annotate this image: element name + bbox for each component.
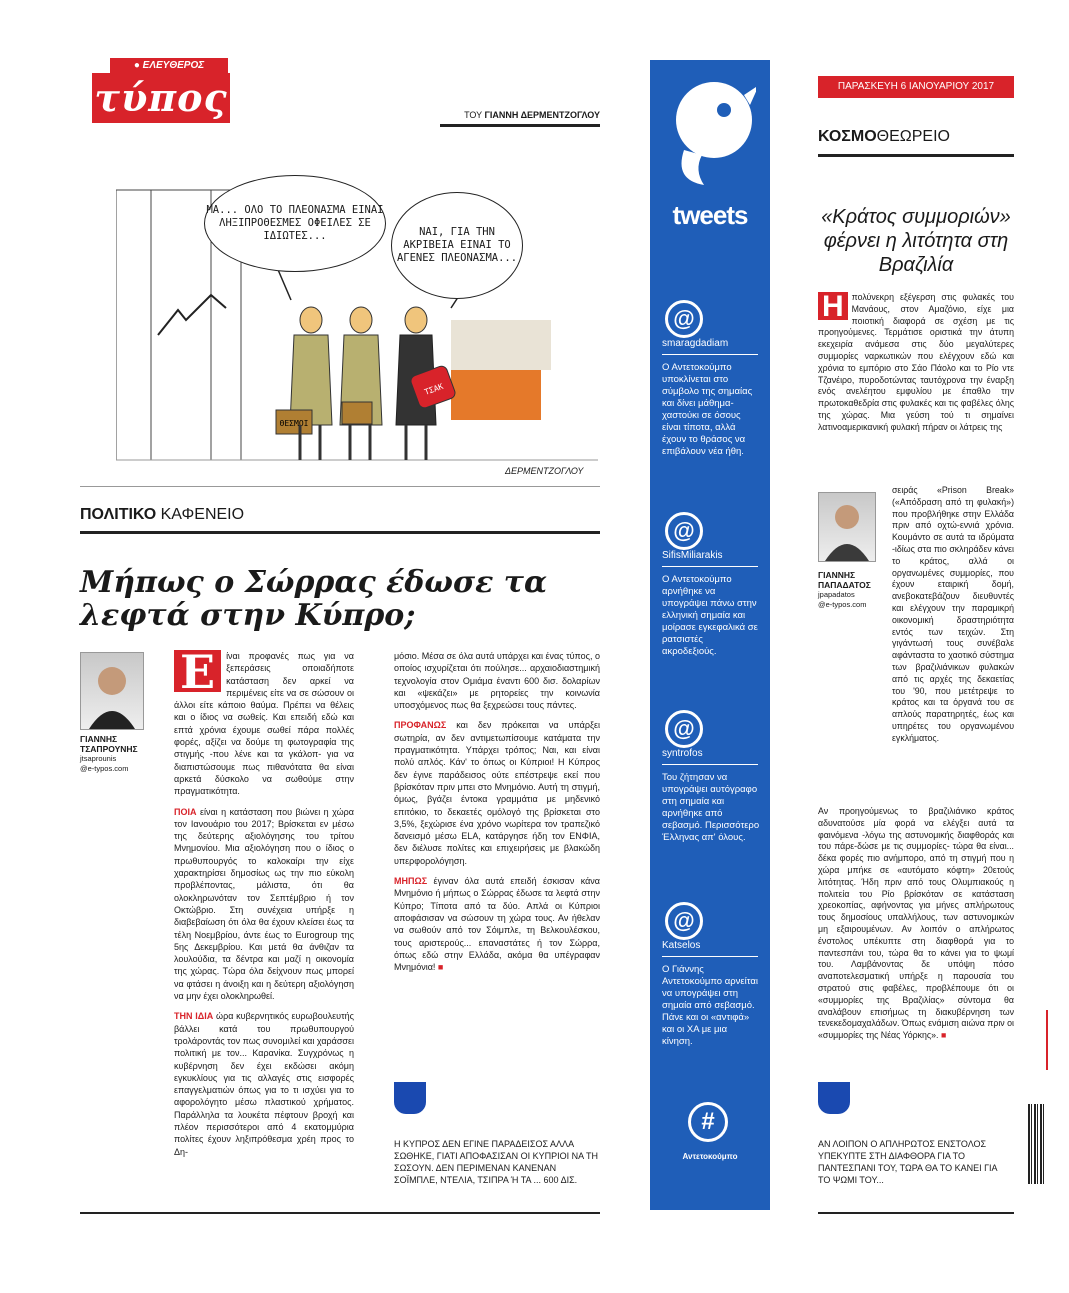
section-title-right xyxy=(818,128,950,146)
section-title-right-light: ΘΕΩΡΕΙΟ xyxy=(876,128,950,145)
byline-prefix: ΤΟΥ xyxy=(464,110,482,120)
bird-icon xyxy=(664,70,756,190)
at-icon: @ xyxy=(665,512,703,550)
author-right-email[interactable]: @e-typos.com xyxy=(818,600,867,609)
author-right-name-2: ΠΑΠΑΔΑΤΟΣ xyxy=(818,580,871,590)
bottom-rule xyxy=(80,1212,600,1214)
paragraph-right-1a: πολύνεκρη εξέγερση στις φυλακές του Μανάους, στον Αμαζόνιο, είχε μια ποιοτική διαφορά σε σχέση με τις προηγούμενες. Τερμάτισε οριστικά την άτυπη εκεχειρία ανάμεσα στις δύο μεγαλύτερες συμμορίες ναρκωτικών που ελέγχουν εδώ και χρόνια το εμπόριο στο Σάο Πάολο και το Ρίο ντε Τζανέιρο, πυροδοτώντας ταυτόχρονα την έναρξη ενός ανελέητου εμφυλίου με έπαθλο την πρωτοκαθεδρία στις φυλακές και τις φαβέλες όλης της χώρας. Μια γεύση τού τι σημαίνει λατινοαμερικανική φυλακή πήραν οι λάτρεις της xyxy=(818,292,1014,432)
cartoon-divider xyxy=(80,486,600,487)
tweets-title: tweets xyxy=(672,200,748,230)
tweet-separator xyxy=(662,764,758,765)
author-block xyxy=(80,734,150,774)
byline xyxy=(300,110,600,120)
paragraph-5: και δεν πρόκειται να υπάρξει σωτηρία, αν δεν αντιμετωπίσουμε κατάματα την πραγματικότητα. Υπάρχει τρόπος; Ναι, και είναι πολύ απλός. Κάν' το όπως οι Κύπριοι! Η Κύπρος δεν έγινε παράδεισος ούτε επέστρεψε εκεί που βρίσκόταν πριν μπει στο Μνημόνιο. Αυτή τη στιγμή, όμως, βγάζει έντοκα γραμμάτια με μηδενικό επιτόκιο, το δεκαετές ομόλογό της βρίσκεται στο 3,5%, ξεχώρισε ένα χρόνο νωρίτερα τον τραπεζικό δανεισμό μέσω ELA, κατάργησε ήδη τον ΕΝΦΙΑ, δεν διέλυσε πολίτες και επιχειρήσεις με βλακώδη υπερφορολόγηση. xyxy=(394,720,600,866)
byline-rule xyxy=(440,124,600,127)
hashtag-label[interactable]: Αντετοκούμπο xyxy=(682,1152,738,1161)
tweet-handle-3[interactable]: syntrofos xyxy=(662,748,703,759)
article-right-wrap xyxy=(892,485,1014,753)
drop-cap: Ε xyxy=(174,650,221,692)
tweet-text-4: Ο Γιάννης Αντετοκούμπο αρνείται να υπογράψει στη σημαία από σεβασμό. Πάνε και οι «αντιφά» και οι ΧΑ με μια κίνηση. xyxy=(662,964,758,1047)
paragraph-4: μόσιο. Μέσα σε όλα αυτά υπάρχει και ένας τύπος, ο οποίος ισχυρίζεται ότι πούλησε... αρχαιοδιαστημική τεχνολογία στον Ομιάμα έναντι 600 δισ. δολαρίων και «ψεκάζει» με ρητορείες την κοινωνία υποσχόμενος πως θα ξεχρεώσει τους πάντες. xyxy=(394,651,600,711)
drop-cap-right: Η xyxy=(818,292,848,320)
tweet-separator xyxy=(662,566,758,567)
headline: Μήπως ο Σώρρας έδωσε τα λεφτά στην Κύπρο; xyxy=(80,565,548,633)
margin-mark xyxy=(1046,1010,1048,1070)
lead-word-3: ΤΗΝ ΙΔΙΑ xyxy=(174,1011,214,1022)
at-icon: @ xyxy=(665,902,703,940)
author-name-2: ΤΣΑΠΡΟΥΝΗΣ xyxy=(80,744,138,754)
tweet-handle-1[interactable]: smaragdadiam xyxy=(662,338,729,349)
byline-name: ΓΙΑΝΝΗ ΔΕΡΜΕΝΤΖΟΓΛΟΥ xyxy=(484,110,600,120)
lead-word-5: ΜΗΠΩΣ xyxy=(394,876,428,887)
article-column-2: μόσιο. Μέσα σε όλα αυτά υπάρχει και ένας τύπος, ο οποίος ισχυρίζεται ότι πούλησε... αρχαιοδιαστημική τεχνολογία στον Ομιάμα έναντι 600 δισ. δολαρίων και «ψεκάζει» με ρητορείες την κοινωνία υποσχόμενος πως θα ξεχρεώσει τους πάντες. ΠΡΟΦΑΝΩΣ και δεν πρόκειται να υπάρξει σωτηρία, αν δεν αντιμετωπίσουμε κατάματα την πραγματικότητα. Υπάρχει τρόπος; Ναι, και είναι πολύ απλός. Κάν' το όπως οι Κύπριοι! Η Κύπρος δεν έγινε παράδεισος ούτε επέστρεψε εκεί που βρίσκόταν πριν μπει στο Μνημόνιο. Αυτή τη στιγμή, όμως, βγάζει έντοκα γραμμάτια με μηδενικό επιτόκιο, το δεκαετές ομόλογό της βρίσκεται στο 3,5%, ξεχώρισε ένα χρόνο νωρίτερα τον τραπεζικό δανεισμό μέσω ELA, κατάργησε ήδη τον ΕΝΦΙΑ, δεν διέλυσε πολίτες και επιχειρήσεις με βλακώδη υπερφορολόγηση. ΜΗΠΩΣ έγιναν όλα αυτά επειδή έσκισαν κάνα Μνημόνιο ή μήπως ο Σώρρας έδωσε τα λεφτά στην Κύπρο; Τίποτα από τα δύο. Απλά οι Κύπριοι αποφάσισαν να σώσουν τη χώρα τους. Αν ήθελαν να σωθούν από τον Σόιμπλε, τη Βελκουλέσκου, τους αριστερούς... επαναστάτες ή τον Σώρρα, όπως εδώ στην Ελλάδα, ακόμα θα υπέγραφαν Μνημόνια! ■ xyxy=(394,651,600,973)
cartoon xyxy=(116,170,598,486)
bag-label-1: ΘΕΣΜΟΙ xyxy=(279,419,309,428)
paragraph-6: έγιναν όλα αυτά επειδή έσκισαν κάνα Μνημόνιο ή μήπως ο Σώρρας έδωσε τα λεφτά στην Κύπρο; Τίποτα από τα δύο. Απλά οι Κύπριοι αποφάσισαν να σώσουν τη χώρα τους. Αν ήθελαν να σωθούν από τον Σόιμπλε, τη Βελκουλέσκου, τους αριστερούς... επαναστάτες ή τον Σώρρα, όπως εδώ στην Ελλάδα, ακόμα θα υπέγραφαν Μνημόνια! xyxy=(394,876,600,973)
bottom-rule-right xyxy=(818,1212,1014,1214)
section-title xyxy=(80,506,244,524)
avatar-icon xyxy=(819,493,875,561)
tweet-handle-2[interactable]: SifisMiliarakis xyxy=(662,550,723,561)
tweet-handle-4[interactable]: Katselos xyxy=(662,940,701,951)
paragraph-2: είναι η κατάσταση που βιώνει η χώρα τον Ιανουάριο του 2017; Βρίσκεται εν μέσω της δεύτερης αξιολόγησης του τρίτου Μνημονίου. Μια αξιολόγηση που ο ίδιος ο πρωθυπουργός το καλοκαίρι την είχε χαρακτηρίσει δημοσίως ως την πιο εύκολη προβλέποντας, μάλιστα, ότι θα ολοκληρωνόταν τον Σεπτέμβριο ή τον Οκτώβριο. Στη συνέχεια υπήρξε η διαβεβαίωση ότι όλα θα έχουν κλείσει έως τα τέλη Νοεμβρίου, άντε έως το Eurogroup της 5ης Δεκεμβρίου. Και μετά θα άνθιζαν τα λουλούδια, τα δέντρα και μαζί η οικονομία της χώρας. Τώρα όλα δείχνουν πως μπορεί να φτάσει η άνοιξη και η δεύτερη αξιολόγηση να μην έχει ολοκληρωθεί. xyxy=(174,806,354,1002)
tweet-separator xyxy=(662,956,758,957)
article-right-body: Αν προηγούμενως το βραζιλιάνικο κράτος αδυνατούσε μία φορά να ελέγξει αυτά τα φαινόμενα -λόγω της αστυνομικής διαφθοράς και του πάρε-δώσε με τις συμμορίες- τώρα θα είναι... δέκα φορές πιο ανήμπορο, από τη στιγμή που η χώρα μπήκε σε «αυτόματο κόφτη» 20ετούς λιτότητας. Ήδη πριν από τους Ολυμπιακούς η πολιτεία του Ρίο βρίσκόταν σε κατάσταση χρεοκοπίας, αφήνοντας για μήνες απλήρωτους τους δημοσίους υπαλλήλους, των αστυνομικών μη εξαιρουμένων. Αν λοιπόν ο απλήρωτος ένστολος υπέκυπτε στη διαφθορά για το παντεσπάνι του, τώρα θα το κάνει για το ψωμί του. Λαμβάνοντας δε υπόψη πόσο αναποτελεσματική υπήρξε η παρουσία του στρατού στις φαβέλες, προβλέπουμε ότι οι «συμμορίες της Βραζιλίας» σύντομα θα αναλάβουν επισήμως τη διακυβέρνηση των τενεκεδομαχαλάδων. Όπως ενάμιση αιώνα πριν οι «συμμορίες της Νέας Υόρκης». ■ xyxy=(818,806,1014,1041)
section-title-right-bold: ΚΟΣΜΟ xyxy=(818,128,877,145)
article-right-intro xyxy=(818,292,1014,442)
quote-mark-icon-right xyxy=(818,1082,850,1114)
tweet-text-1: Ο Αντετοκούμπο υποκλίνεται στο σύμβολο της σημαίας και δίνει μάθημα-χαστούκι σε όσους είναι τίποτα, αλλά έχουν το θράσος να επιβάλουν νέα ήθη. xyxy=(662,362,753,457)
paragraph-right-1b: σειράς «Prison Break» («Απόδραση από τη φυλακή») που προβλήθηκε στην Ελλάδα πριν από οχτώ-εννιά χρόνια. Κουμάντο σε αυτά τα ιδρύματα -ιδίως στα πιο σκληράδεν κάνει το κράτος, αλλά οι οργανωμένες συμμορίες, που έχουν εταιρική δομή, ανεβοκατεβάζουν διευθυντές και ελέγχουν την παραμικρή οικονομική δραστηριότητα εντός των τειχών. Στη γιγάντωσή τους συνέβαλε αφάνταστα το χαοτικό σύστημα των βραζιλιάνικων φυλακών από τις αρχές της δεκαετίας του '90, που μετέτρεψε το κράτος και τα όργανά του σε απλούς παρατηρητές, έως και υπηρέτες του οργανωμένου εγκλήματος. xyxy=(892,485,1014,743)
author-photo-right xyxy=(818,492,876,562)
tweet-text-3: Του ζήτησαν να υπογράψει αυτόγραφο στη σημαία και αρνήθηκε από σεβασμό. Περισσότερο Έλληνας απ' όλους. xyxy=(662,772,760,843)
author-handle: jtsaprounis xyxy=(80,754,117,763)
pull-quote: Η ΚΥΠΡΟΣ ΔΕΝ ΕΓΙΝΕ ΠΑΡΑΔΕΙΣΟΣ ΑΛΛΑ ΣΩΘΗΚΕ, ΓΙΑΤΙ ΑΠΟΦΑΣΙΣΑΝ ΟΙ ΚΥΠΡΙΟΙ ΝΑ ΤΗ ΣΩΣΟΥΝ. ΔΕΝ ΠΕΡΙΜΕΝΑΝ ΚΑΝΕΝΑΝ ΣΟΪΜΠΛΕ, ΝΤΕΛΙΑ, ΤΣΙΠΡΑ Ή ΤΑ ... 600 ΔΙΣ. xyxy=(394,1139,599,1185)
paragraph-3: ώρα κυβερνητικός ευρωβουλευτής βάλλει κατά του πρωθυπουργού τρολάροντάς τον πως συνομιλεί και χαράσσει πολιτική με τον... Καρανίκα. Συγχρόνως η κυβέρνηση δεν έχει εκδώσει ακόμη εγκυκλίους για τις αλλαγές στις εισφορές επαγγελματιών όπως για το τι ισχύει για το αφορολόγητο μέσω πλαστικού χρήματος. Παράλληλα τα λουκέτα πέφτουν βροχή και πλέον περισσότεροι από 4 εκατομμύρια πολίτες έχουν ληξιπρόθεσμα χρέη προς το Δη- xyxy=(174,1011,354,1157)
author-name-1: ΓΙΑΝΝΗΣ xyxy=(80,734,118,744)
barcode xyxy=(1028,1104,1044,1184)
date-bar: ΠΑΡΑΣΚΕΥΗ 6 ΙΑΝΟΥΑΡΙΟΥ 2017 xyxy=(818,76,1014,98)
author-right-name-1: ΓΙΑΝΝΗΣ xyxy=(818,570,856,580)
article-column-1 xyxy=(174,645,354,1166)
author-email[interactable]: @e-typos.com xyxy=(80,764,129,773)
author-photo xyxy=(80,652,144,730)
tweets-panel xyxy=(650,60,770,1210)
at-icon: @ xyxy=(665,300,703,338)
logo-title: τύπος xyxy=(92,73,230,123)
at-icon: @ xyxy=(665,710,703,748)
author-right-handle: jpapadatos xyxy=(818,590,855,599)
avatar-icon xyxy=(81,653,143,729)
bag-label-2: ΤΣΑΚ xyxy=(423,381,445,397)
paragraph-1: ίναι προφανές πως για να ξεπεράσεις οποιαδήποτε κατάσταση δεν αρκεί να περιμένεις είτε να σε σώσουν οι άλλοι είτε κάποιο θαύμα. Πρέπει να θέλεις και ο ίδιος να σωθείς. Και επειδή εδώ και επτά χρόνια έχουμε σωθεί πάρα πολλές φορές, αξίζει να δούμε τη φωτογραφία της στιγμής -που λένε και τα γκάλοπ- για να διαπιστώσουμε πως πιθανότατα θα είναι αρκετά δύσκολο να σωθούμε στην πραγματικότητα. xyxy=(174,651,354,797)
hashtag-icon: # xyxy=(688,1102,728,1142)
cartoonist-signature: ΔΕΡΜΕΝΤΖΟΓΛΟΥ xyxy=(505,466,584,476)
logo-subtitle: ● ΕΛΕΥΘΕΡΟΣ xyxy=(110,58,228,74)
section-rule xyxy=(80,531,600,534)
paragraph-right-2: Αν προηγούμενως το βραζιλιάνικο κράτος αδυνατούσε μία φορά να ελέγξει αυτά τα φαινόμενα -λόγω της αστυνομικής διαφθοράς και του πάρε-δώσε με τις συμμορίες- τώρα θα είναι... δέκα φορές πιο ανήμπορο, από τη στιγμή που η χώρα μπήκε σε «αυτόματο κόφτη» 20ετούς λιτότητας. Ήδη πριν από τους Ολυμπιακούς η πολιτεία του Ρίο βρίσκόταν σε κατάσταση χρεοκοπίας, αφήνοντας για μήνες απλήρωτους τους δημοσίους υπαλλήλους, των αστυνομικών μη εξαιρουμένων. Αν λοιπόν ο απλήρωτος ένστολος υπέκυπτε στη διαφθορά για το παντεσπάνι του, τώρα θα το κάνει για το ψωμί του. Λαμβάνοντας δε υπόψη πόσο αναποτελεσματική υπήρξε η παρουσία του στρατού στις φαβέλες, προβλέπουμε ότι οι «συμμορίες της Βραζιλίας» σύντομα θα αναλάβουν επισήμως τη διακυβέρνηση των τενεκεδομαχαλάδων. Όπως ενάμιση αιώνα πριν οι «συμμορίες της Νέας Υόρκης». xyxy=(818,806,1014,1041)
quote-mark-icon xyxy=(394,1082,426,1114)
section-title-bold: ΠΟΛΙΤΙΚΟ xyxy=(80,506,157,523)
lead-word-4: ΠΡΟΦΑΝΩΣ xyxy=(394,720,447,731)
headline-right: «Κράτος συμμοριών» φέρνει η λιτότητα στη Βραζιλία xyxy=(821,206,1011,276)
section-rule-right xyxy=(818,154,1014,157)
newspaper-logo xyxy=(92,58,230,132)
speech-bubble-1: ΜΑ... ΟΛΟ ΤΟ ΠΛΕΟΝΑΣΜΑ ΕΙΝΑΙ ΛΗΞΙΠΡΟΘΕΣΜΕΣ ΟΦΕΙΛΕΣ ΣΕ ΙΔΙΩΤΕΣ... xyxy=(204,175,386,272)
speech-bubble-2: ΝΑΙ, ΓΙΑ ΤΗΝ ΑΚΡΙΒΕΙΑ ΕΙΝΑΙ ΤΟ ΑΓΕΝΕΣ ΠΛΕΟΝΑΣΜΑ... xyxy=(391,192,523,299)
tweet-text-2: Ο Αντετοκούμπο αρνήθηκε να υπογράψει πάνω στην ελληνική σημαία και μοίρασε εγκεφαλικά σε ρατσιστές ακροδεξιούς. xyxy=(662,574,758,657)
author-block-right xyxy=(818,570,888,610)
pull-quote-right: ΑΝ ΛΟΙΠΟΝ Ο ΑΠΛΗΡΩΤΟΣ ΕΝΣΤΟΛΟΣ ΥΠΕΚΥΠΤΕ ΣΤΗ ΔΙΑΦΘΟΡΑ ΓΙΑ ΤΟ ΠΑΝΤΕΣΠΑΝΙ ΤΟΥ, ΤΩΡΑ ΘΑ ΤΟ ΚΑΝΕΙ ΓΙΑ ΤΟ ΨΩΜΙ ΤΟΥ... xyxy=(818,1139,998,1185)
section-title-light: ΚΑΦΕΝΕΙΟ xyxy=(160,506,245,523)
tweet-separator xyxy=(662,354,758,355)
lead-word-2: ΠΟΙΑ xyxy=(174,806,197,817)
